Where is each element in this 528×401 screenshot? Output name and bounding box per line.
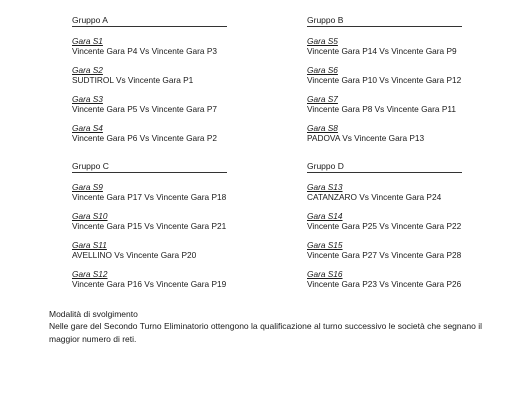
match-desc: PADOVA Vs Vincente Gara P13	[307, 133, 425, 143]
match	[72, 123, 247, 143]
match-id: Gara S1	[72, 36, 103, 46]
match-desc: Vincente Gara P6 Vs Vincente Gara P2	[72, 133, 217, 143]
match-id: Gara S12	[72, 269, 108, 279]
group-c	[72, 161, 227, 291]
match-id: Gara S7	[307, 94, 338, 104]
match-id: Gara S8	[307, 123, 338, 133]
section-text: Nelle gare del Secondo Turno Eliminatorio ottengono la qualificazione al turno successivo le società che segnano il maggior numero di reti.	[49, 321, 482, 344]
match	[307, 94, 482, 114]
group-title: Gruppo B	[307, 15, 462, 27]
match	[72, 211, 247, 231]
match-id: Gara S13	[307, 182, 343, 192]
match	[307, 211, 482, 231]
match-desc: Vincente Gara P15 Vs Vincente Gara P21	[72, 221, 227, 231]
match	[307, 65, 482, 85]
match-desc: Vincente Gara P16 Vs Vincente Gara P19	[72, 279, 227, 289]
match	[72, 182, 247, 202]
rules-section	[49, 309, 482, 346]
match-id: Gara S4	[72, 123, 103, 133]
match-desc: Vincente Gara P4 Vs Vincente Gara P3	[72, 46, 217, 56]
match-desc: Vincente Gara P25 Vs Vincente Gara P22	[307, 221, 462, 231]
match-id: Gara S11	[72, 240, 107, 250]
match	[307, 240, 482, 260]
match-desc: Vincente Gara P10 Vs Vincente Gara P12	[307, 75, 462, 85]
group-d	[307, 161, 462, 291]
match-desc: Vincente Gara P17 Vs Vincente Gara P18	[72, 192, 227, 202]
match	[307, 182, 482, 202]
group-title: Gruppo C	[72, 161, 227, 173]
match	[72, 65, 247, 85]
match-id: Gara S5	[307, 36, 338, 46]
match-desc: Vincente Gara P23 Vs Vincente Gara P26	[307, 279, 462, 289]
group-b	[307, 15, 462, 145]
match	[72, 36, 247, 56]
match-id: Gara S2	[72, 65, 103, 75]
group-a	[72, 15, 227, 145]
match-desc: Vincente Gara P14 Vs Vincente Gara P9	[307, 46, 457, 56]
match	[72, 240, 247, 260]
match-desc: AVELLINO Vs Vincente Gara P20	[72, 250, 197, 260]
match	[72, 94, 247, 114]
match	[307, 269, 482, 289]
match-desc: Vincente Gara P27 Vs Vincente Gara P28	[307, 250, 462, 260]
match-id: Gara S14	[307, 211, 343, 221]
match-id: Gara S9	[72, 182, 103, 192]
match-desc: CATANZARO Vs Vincente Gara P24	[307, 192, 442, 202]
group-title: Gruppo D	[307, 161, 462, 173]
match-id: Gara S3	[72, 94, 103, 104]
match-desc: Vincente Gara P5 Vs Vincente Gara P7	[72, 104, 217, 114]
match-id: Gara S10	[72, 211, 108, 221]
match-id: Gara S16	[307, 269, 343, 279]
match	[307, 36, 482, 56]
match	[72, 269, 247, 289]
match-id: Gara S15	[307, 240, 343, 250]
match-id: Gara S6	[307, 65, 338, 75]
match-desc: Vincente Gara P8 Vs Vincente Gara P11	[307, 104, 456, 114]
match	[307, 123, 482, 143]
match-desc: SUDTIROL Vs Vincente Gara P1	[72, 75, 194, 85]
group-title: Gruppo A	[72, 15, 227, 27]
section-title: Modalità di svolgimento	[49, 309, 138, 319]
